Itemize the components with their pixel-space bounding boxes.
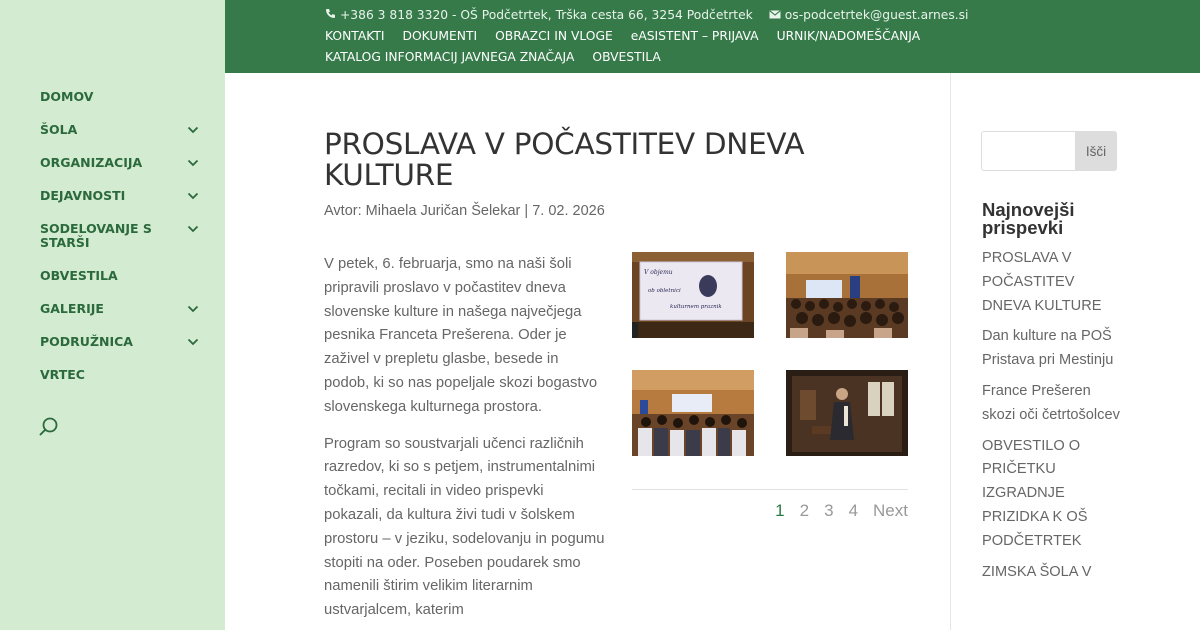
post-paragraph: Program so soustvarjali učenci različnih razredov, ki so s petjem, instrumentalnimi točkami, recitali in video prispevki pokazali, da kultura živi tudi v šolskem prostoru – v jeziku, sodelovanju in pogumu stopiti na oder. Poseben poudarek smo namenili štirim velikim literarnim ustvarjalcem, katerim [324, 435, 605, 619]
recent-post-link[interactable]: ZIMSKA ŠOLA V [982, 563, 1092, 580]
nav-item-domov[interactable] [40, 88, 210, 121]
recent-posts-list [982, 247, 1122, 591]
post-content [225, 73, 950, 630]
projection-text: V objemu [644, 269, 673, 276]
projection-photo [632, 252, 754, 338]
nav-item-podruznica[interactable] [40, 333, 210, 366]
post-paragraph: V petek, 6. februarja, smo na naši šoli pripravili proslavo v počastitev dneva slovenske kulture in našega največjega pesnika Franceta Prešerena. Oder je zaživel v prepletu glasbe, besede in podob, ki so nas popeljale skozi bogastvo slovenskega kulturnega prostora. [324, 256, 598, 415]
nav-item-label: DEJAVNOSTI [40, 188, 126, 203]
nav-item-vrtec[interactable] [40, 366, 210, 399]
nav-item-dejavnosti[interactable] [40, 187, 210, 220]
top-navigation [325, 29, 985, 65]
search-icon[interactable] [38, 416, 60, 438]
nav-item-obvestila[interactable] [40, 267, 210, 300]
top-nav-easistent[interactable]: eASISTENT – PRIJAVA [630, 29, 759, 43]
chevron-down-icon[interactable] [184, 187, 202, 205]
next-page-link[interactable]: Next [873, 501, 908, 520]
gallery-thumbnail[interactable] [786, 370, 908, 456]
nav-item-label: GALERIJE [40, 301, 104, 316]
chevron-down-icon[interactable] [184, 333, 202, 351]
main-navigation [40, 88, 210, 399]
nav-item-label: DOMOV [40, 89, 94, 104]
gallery-thumbnail[interactable] [786, 252, 908, 338]
search-button[interactable]: Išči [1075, 131, 1117, 171]
nav-item-label: VRTEC [40, 367, 85, 382]
performer-photo [786, 370, 908, 456]
top-nav-kontakti[interactable]: KONTAKTI [325, 29, 385, 43]
chevron-down-icon[interactable] [184, 121, 202, 139]
audience-photo [786, 252, 908, 338]
recent-post-link[interactable]: France Prešeren skozi oči četrtošolcev [982, 382, 1120, 423]
nav-item-organizacija[interactable] [40, 154, 210, 187]
nav-item-label: OBVESTILA [40, 268, 118, 283]
pagination [632, 501, 908, 521]
phone-icon [325, 8, 336, 22]
hall-photo [632, 370, 754, 456]
page-link-2[interactable]: 2 [799, 501, 810, 520]
left-sidebar [0, 0, 225, 630]
chevron-down-icon[interactable] [184, 154, 202, 172]
top-nav-katalog[interactable]: KATALOG INFORMACIJ JAVNEGA ZNAČAJA [325, 50, 575, 64]
top-nav-obvestila[interactable]: OBVESTILA [592, 50, 661, 64]
contact-phone-text: +386 3 818 3320 - OŠ Podčetrtek, Trška cesta 66, 3254 Podčetrtek [340, 8, 753, 22]
top-nav-dokumenti[interactable]: DOKUMENTI [402, 29, 478, 43]
contact-email[interactable] [769, 8, 969, 22]
projection-text: kulturnem praznik [670, 304, 722, 310]
envelope-icon [769, 8, 781, 22]
recent-post-link[interactable]: OBVESTILO O PRIČETKU IZGRADNJE PRIZIDKA K OŠ PODČETRTEK [982, 437, 1088, 549]
post-body [324, 253, 606, 630]
nav-item-label: SODELOVANJE S STARŠI [40, 221, 152, 250]
gallery-thumbnail[interactable] [632, 370, 754, 456]
gallery-thumbnail[interactable] [632, 252, 754, 338]
page-link-4[interactable]: 4 [848, 501, 859, 520]
contact-email-text: os-podcetrtek@guest.arnes.si [784, 8, 969, 22]
nav-item-label: PODRUŽNICA [40, 334, 133, 349]
nav-item-label: ŠOLA [40, 122, 78, 137]
recent-post-link[interactable]: Dan kulture na POŠ Pristava pri Mestinju [982, 328, 1114, 369]
sidebar-divider [950, 73, 951, 630]
contact-phone [325, 8, 753, 22]
chevron-down-icon[interactable] [184, 220, 202, 238]
top-nav-obrazci[interactable]: OBRAZCI IN VLOGE [495, 29, 613, 43]
nav-item-sodelovanje-s-starsi[interactable] [40, 220, 210, 267]
page-link-3[interactable]: 3 [824, 501, 834, 520]
chevron-down-icon[interactable] [184, 300, 202, 318]
page-link-1[interactable]: 1 [775, 501, 785, 520]
post-title: PROSLAVA V POČASTITEV DNEVA KULTURE [324, 127, 805, 192]
top-nav-urnik[interactable]: URNIK/NADOMEŠČANJA [776, 29, 921, 43]
nav-item-label: ORGANIZACIJA [40, 155, 143, 170]
top-header-bar [225, 0, 1200, 73]
projection-text: ob obletnici [648, 288, 681, 294]
nav-item-galerije[interactable] [40, 300, 210, 333]
pagination-divider [632, 489, 908, 490]
contact-info [325, 8, 968, 22]
search-input[interactable] [981, 131, 1075, 171]
recent-posts-title: Najnovejši prispevki [982, 199, 1075, 238]
recent-post-link[interactable]: PROSLAVA V POČASTITEV DNEVA KULTURE [982, 250, 1102, 314]
nav-item-sola[interactable] [40, 121, 210, 154]
photo-gallery [632, 252, 908, 457]
post-meta: Avtor: Mihaela Juričan Šelekar | 7. 02. 2026 [324, 203, 605, 219]
